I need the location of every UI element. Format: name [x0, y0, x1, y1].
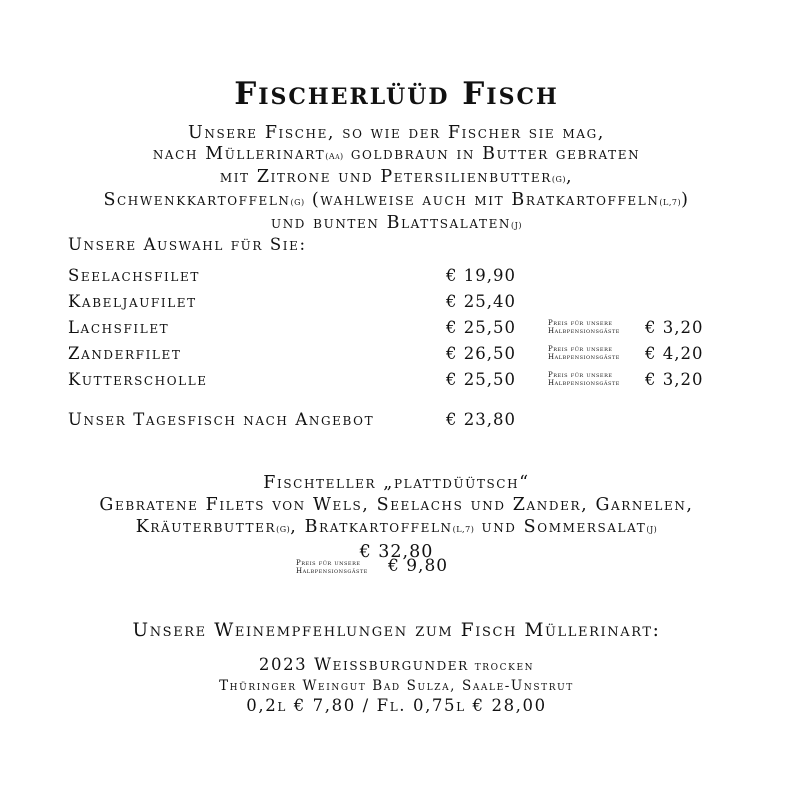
menu-item-name: Unser Tagesfisch nach Angebot [68, 410, 375, 429]
intro-line-2 [0, 144, 793, 167]
half-board-label [548, 319, 620, 335]
allergen-code: (Aa) [325, 152, 344, 161]
half-board-price: € 3,20 [645, 318, 704, 337]
menu-item-name: Zanderfilet [68, 344, 182, 363]
platter-price: € 32,80 [359, 542, 434, 562]
half-board-label-line: Preis für unsere [548, 371, 613, 379]
half-board-price: € 3,20 [645, 370, 704, 389]
menu-item-price: € 19,90 [446, 266, 516, 285]
wine-prices: 0,2l € 7,80 / Fl. 0,75l € 28,00 [246, 696, 547, 715]
platter-description-line-2 [0, 516, 793, 541]
wine-style: trocken [468, 658, 535, 674]
wine-producer: Thüringer Weingut Bad Sulza, Saale-Unstrut [219, 678, 574, 694]
intro-text-part: (wahlweise auch mit Bratkartoffeln [304, 190, 660, 210]
platter-half-board [296, 558, 516, 582]
menu-item [68, 292, 748, 316]
menu-title: Fischerlüüd Fisch [234, 76, 559, 112]
half-board-label-line: Halbpensionsgäste [548, 327, 620, 335]
wine-recommendation [0, 655, 793, 716]
allergen-code: (G) [551, 175, 566, 184]
intro-text-part: mit Zitrone und Petersilienbutter [219, 167, 552, 187]
half-board-label-line: Preis für unsere [548, 319, 613, 327]
selection-heading: Unsere Auswahl für Sie: [68, 235, 307, 254]
menu-item [68, 318, 748, 342]
allergen-code: (G) [276, 525, 291, 534]
menu-item-price: € 26,50 [446, 344, 516, 363]
platter-title: Fischteller „plattdüütsch“ [263, 473, 530, 493]
half-board-label [548, 371, 620, 387]
half-board-label-line: Halbpensionsgäste [548, 379, 620, 387]
platter-description-line-1: Gebratene Filets von Wels, Seelachs und Zander, Garnelen, [99, 495, 694, 515]
menu-item-price: € 23,80 [446, 410, 516, 429]
menu-item [68, 410, 748, 434]
allergen-code: (J) [646, 525, 658, 534]
intro-text-part: ) [681, 190, 690, 210]
half-board-label [548, 345, 620, 361]
allergen-code: (L,7) [659, 198, 682, 207]
fish-platter-section [0, 472, 793, 563]
allergen-code: (G) [290, 198, 305, 207]
menu-item [68, 344, 748, 368]
intro-text-part: , [565, 167, 574, 187]
platter-text-part: Kräuterbutter [135, 517, 277, 537]
half-board-label-line: Preis für unsere [296, 559, 361, 567]
half-board-label [296, 559, 368, 575]
menu-item-name: Seelachsfilet [68, 266, 200, 285]
intro-line-3 [0, 167, 793, 190]
half-board-price: € 4,20 [645, 344, 704, 363]
menu-item-price: € 25,40 [446, 292, 516, 311]
menu-item [68, 266, 748, 290]
intro-text-part: goldbraun in Butter gebraten [343, 144, 641, 164]
menu-item-name: Kabeljaufilet [68, 292, 197, 311]
menu-item [68, 370, 748, 394]
half-board-label-line: Halbpensionsgäste [548, 353, 620, 361]
intro-line-5 [0, 213, 793, 236]
menu-item-name: Lachsfilet [68, 318, 170, 337]
menu-item-name: Kutterscholle [68, 370, 208, 389]
platter-text-part: , Bratkartoffeln [290, 517, 453, 537]
half-board-price: € 9,80 [388, 556, 449, 576]
half-board-label-line: Preis für unsere [548, 345, 613, 353]
allergen-code: (J) [511, 221, 522, 230]
intro-text [0, 123, 793, 236]
intro-line-4 [0, 190, 793, 213]
intro-text-part: und bunten Blattsalaten [270, 213, 512, 233]
wine-name: 2023 Weissburgunder [258, 655, 469, 674]
wine-name-line [0, 655, 793, 676]
intro-line-1: Unsere Fische, so wie der Fischer sie mag, [188, 123, 605, 143]
menu-item-price: € 25,50 [446, 318, 516, 337]
intro-text-part: Schwenkkartoffeln [103, 190, 291, 210]
allergen-code: (L,7) [452, 525, 475, 534]
wine-heading: Unsere Weinempfehlungen zum Fisch Müllerinart: [132, 620, 661, 641]
half-board-label-line: Halbpensionsgäste [296, 567, 368, 575]
menu-item-price: € 25,50 [446, 370, 516, 389]
platter-text-part: und Sommersalat [474, 517, 647, 537]
intro-text-part: nach Müllerinart [152, 144, 326, 164]
